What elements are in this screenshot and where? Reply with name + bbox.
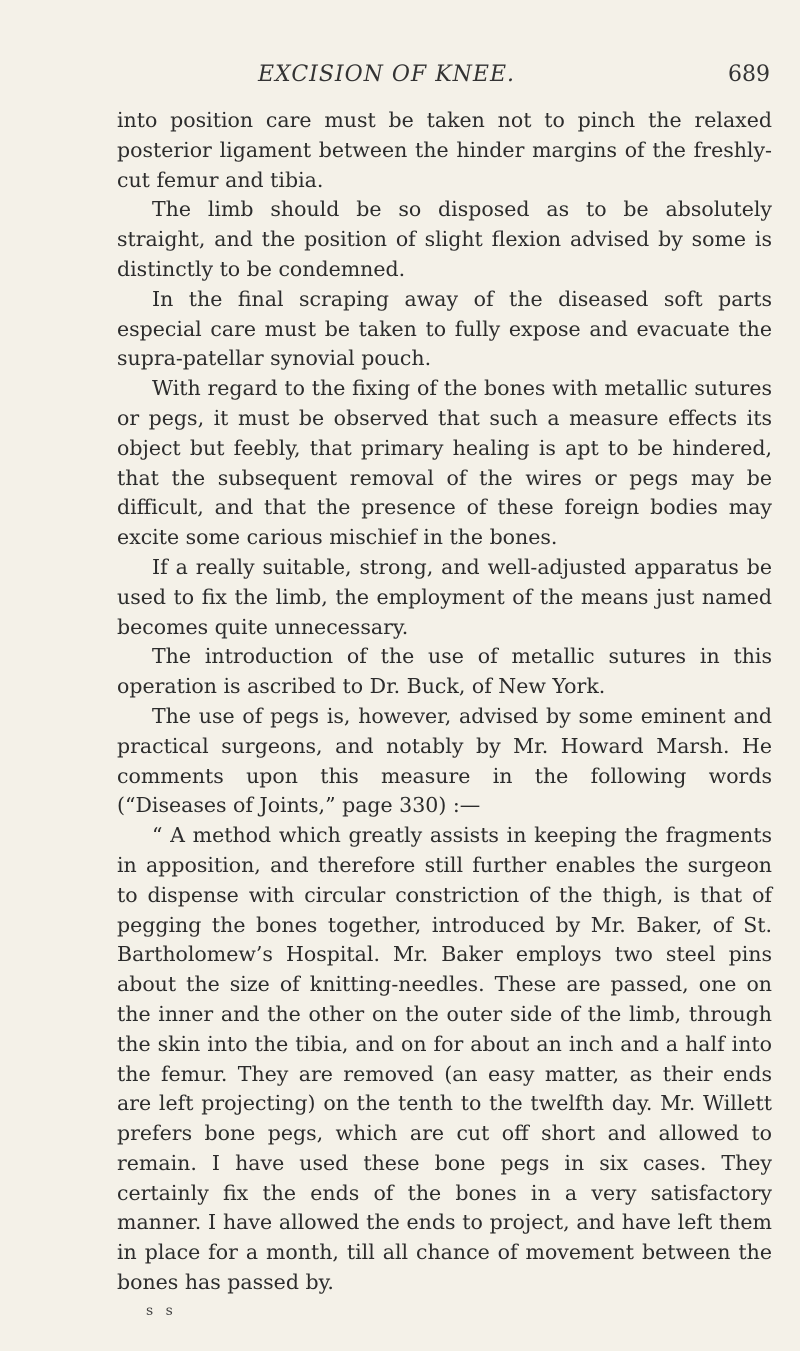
body-text bbox=[117, 106, 772, 1298]
paragraph: With regard to the fixing of the bones with metallic sutures or pegs, it must be observed that such a measure effects its object but feebly, that primary healing is apt to be hindered, that the subsequent removal of the wires or pegs may be difficult, and that the presence of these foreign bodies may excite some carious mischief in the bones. bbox=[117, 376, 772, 550]
paragraph: The introduction of the use of metallic sutures in this operation is ascribed to Dr. Buck, of New York. bbox=[117, 644, 772, 699]
paragraph: The limb should be so disposed as to be absolutely straight, and the position of slight flexion advised by some is distinctly to be condemned. bbox=[117, 197, 772, 281]
signature-mark: s s bbox=[146, 1303, 177, 1319]
running-head bbox=[120, 62, 770, 92]
page-number: 689 bbox=[728, 62, 770, 87]
paragraph: into position care must be taken not to pinch the relaxed posterior ligament between the hinder margins of the freshly-cut femur and tibia. bbox=[117, 108, 772, 192]
paragraph: If a really suitable, strong, and well-adjusted apparatus be used to fix the limb, the employment of the means just named becomes quite unnecessary. bbox=[117, 554, 772, 639]
running-title: EXCISION OF KNEE. bbox=[258, 62, 515, 87]
paragraph: In the final scraping away of the diseased soft parts especial care must be taken to fully expose and evacuate the supra-patellar synovial pouch. bbox=[117, 286, 772, 371]
paragraph: The use of pegs is, however, advised by some eminent and practical surgeons, and notably by Mr. Howard Marsh. He comments upon this measure in the following words (“Diseases of Joints,” page 330) :— bbox=[117, 703, 772, 818]
quotation-paragraph: “ A method which greatly assists in keeping the fragments in apposition, and therefore still further enables the surgeon to dispense with circular constriction of the thigh, is that of pegging the bones together, introduced by Mr. Baker, of St. Bartholomew’s Hospital. Mr. Baker employs two steel pins about the size of knitting-needles. These are passed, one on the inner and the other on the outer side of the limb, through the skin into the tibia, and on for about an inch and a half into the femur. They are removed (an easy matter, as their ends are left projecting) on the tenth to the twelfth day. Mr. Willett prefers bone pegs, which are cut off short and allowed to remain. I have used these bone pegs in six cases. They certainly fix the ends of the bones in a very satisfactory manner. I have allowed the ends to project, and have left them in place for a month, till all chance of movement between the bones has passed by. bbox=[117, 823, 772, 1295]
